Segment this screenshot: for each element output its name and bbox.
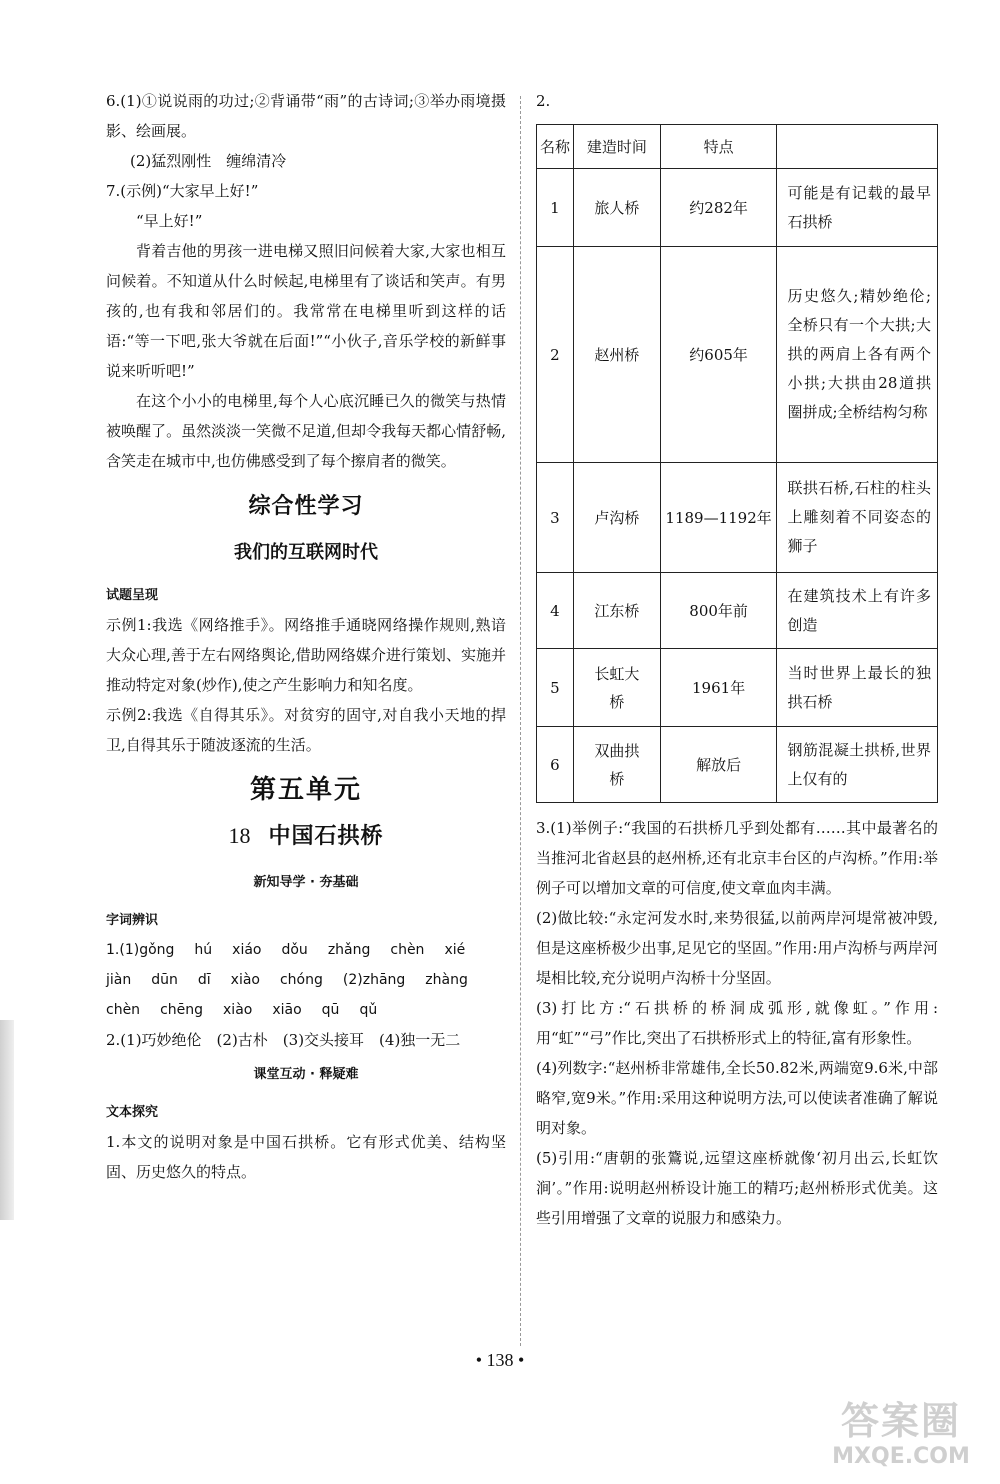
answer-7-reply: “早上好!” [136, 212, 203, 230]
answer-3-1: 3.(1)举例子:“我国的石拱桥几乎到处都有……其中最著名的当推河北省赵县的赵州桥,还有北京丰台区的卢沟桥。”作用:举例子可以增加文章的可信度,使文章血肉丰满。 [536, 819, 938, 897]
pinyin-item: zhǎng [327, 942, 371, 958]
pinyin-item: dǒu [281, 942, 308, 958]
table-row [537, 247, 938, 463]
header-blank [777, 125, 938, 169]
bridge-feature: 历史悠久;精妙绝伦;全桥只有一个大拱;大拱的两肩上各有两个小拱;大拱由28道拱圈拼成;全桥结构匀称 [777, 247, 938, 463]
pinyin-item: jiàn [106, 972, 132, 988]
bridge-name: 江东桥 [573, 573, 660, 649]
pinyin-item: xiào [230, 972, 260, 988]
pinyin-line-1 [106, 935, 506, 965]
bridge-name: 长虹大桥 [573, 649, 660, 727]
pinyin-item: xiào [223, 1002, 253, 1018]
table-header-row [537, 125, 938, 169]
lesson-title: 中国石拱桥 [268, 824, 384, 849]
pinyin-item: dī [197, 972, 211, 988]
label-text-exploration: 文本探究 [106, 1105, 159, 1120]
build-time: 约605年 [660, 247, 777, 463]
pinyin-item: xiáo [232, 942, 262, 958]
band-classroom: 课堂互动 · 释疑难 [253, 1067, 359, 1082]
answer-words-2: 2.(1)巧妙绝伦 (2)古朴 (3)交头接耳 (4)独一无二 [106, 1031, 461, 1049]
pinyin-item: (2)zhāng [342, 972, 406, 988]
label-test-presentation: 试题呈现 [106, 588, 159, 603]
lesson-heading [106, 818, 506, 855]
pinyin-item: chèn [390, 942, 425, 958]
bridge-feature: 当时世界上最长的独拱石桥 [777, 649, 938, 727]
pinyin-item: hú [194, 942, 213, 958]
answer-6-2: (2)猛烈刚性 缠绵清冷 [130, 152, 287, 170]
answer-3-3: (3)打比方:“石拱桥的桥洞成弧形,就像虹。”作用:用“虹”“弓”作比,突出了石拱桥形式上的特征,富有形象性。 [536, 999, 938, 1047]
example-2: 示例2:我选《自得其乐》。对贫穷的固守,对自我小天地的捍卫,自得其乐于随波逐流的生活。 [106, 706, 506, 754]
header-name: 名称 [537, 125, 574, 169]
example-1: 示例1:我选《网络推手》。网络推手通晓网络操作规则,熟谙大众心理,善于左右网络舆论,借助网络媒介进行策划、实施并推动特定对象(炒作),使之产生影响力和知名度。 [106, 616, 506, 694]
bridge-feature: 钢筋混凝土拱桥,世界上仅有的 [777, 727, 938, 803]
pinyin-item: qū [321, 1002, 340, 1018]
pinyin-item: qǔ [359, 1002, 378, 1018]
row-number: 1 [537, 169, 574, 247]
watermark-logo [816, 1398, 986, 1478]
table-row [537, 573, 938, 649]
pinyin-item: chèn [106, 1002, 141, 1018]
answer-3-5: (5)引用:“唐朝的张鷟说,远望这座桥就像‘初月出云,长虹饮涧’。”作用:说明赵州桥设计施工的精巧;赵州桥形式优美。这些引用增强了文章的说服力和感染力。 [536, 1149, 938, 1227]
answer-7-paragraph-2: 在这个小小的电梯里,每个人心底沉睡已久的微笑与热情被唤醒了。虽然淡淡一笑微不足道,但却令我每天都心情舒畅,含笑走在城市中,也仿佛感受到了每个擦肩者的微笑。 [106, 392, 506, 470]
bridge-name: 双曲拱桥 [573, 727, 660, 803]
lesson-number: 18 [228, 823, 251, 848]
row-number: 6 [537, 727, 574, 803]
header-time: 建造时间 [573, 125, 660, 169]
pinyin-item: dūn [151, 972, 178, 988]
row-number: 2 [537, 247, 574, 463]
unit-title: 第五单元 [249, 775, 362, 805]
pinyin-line-2 [106, 965, 506, 995]
answer-7-paragraph-1: 背着吉他的男孩一进电梯又照旧问候着大家,大家也相互问候着。不知道从什么时候起,电梯里有了谈话和笑声。有男孩的,也有我和邻居们的。我常常在电梯里听到这样的话语:“等一下吧,张大爷就在后面!”“小伙子,音乐学校的新鲜事说来听听吧!” [106, 242, 506, 380]
pinyin-item: 1.(1)gǒng [106, 942, 175, 958]
bridge-name: 旅人桥 [573, 169, 660, 247]
build-time: 1961年 [660, 649, 777, 727]
answer-3-2: (2)做比较:“永定河发水时,来势很猛,以前两岸河堤常被冲毁,但是这座桥极少出事,足见它的坚固。”作用:用卢沟桥与两岸河堤相比较,充分说明卢沟桥十分坚固。 [536, 909, 938, 987]
table-row [537, 649, 938, 727]
table-row [537, 169, 938, 247]
answer-7-head: 7.(示例)“大家早上好!” [106, 182, 259, 200]
label-word-recognition: 字词辨识 [106, 913, 159, 928]
build-time: 解放后 [660, 727, 777, 803]
pinyin-item: zhàng [425, 972, 468, 988]
watermark-text: 答案圈 [840, 1399, 961, 1443]
pinyin-item: chóng [279, 972, 323, 988]
bridge-name: 赵州桥 [573, 247, 660, 463]
table-row [537, 463, 938, 573]
column-divider [520, 96, 521, 1346]
book-spine-shadow [0, 1020, 14, 1220]
answer-text-1: 1.本文的说明对象是中国石拱桥。它有形式优美、结构坚固、历史悠久的特点。 [106, 1133, 506, 1181]
subsection-title: 我们的互联网时代 [234, 542, 378, 563]
pinyin-item: xiāo [272, 1002, 302, 1018]
bridge-table [536, 124, 938, 803]
build-time: 800年前 [660, 573, 777, 649]
pinyin-item: chēng [160, 1002, 204, 1018]
header-feature: 特点 [660, 125, 777, 169]
bridge-name: 卢沟桥 [573, 463, 660, 573]
bridge-feature: 在建筑技术上有许多创造 [777, 573, 938, 649]
section-title: 综合性学习 [248, 494, 364, 519]
answer-3-4: (4)列数字:“赵州桥非常雄伟,全长50.82米,两端宽9.6米,中部略窄,宽9米。”作用:采用这种说明方法,可以使读者准确了解说明对象。 [536, 1059, 938, 1137]
build-time: 约282年 [660, 169, 777, 247]
bridge-feature: 可能是有记载的最早石拱桥 [777, 169, 938, 247]
row-number: 5 [537, 649, 574, 727]
row-number: 3 [537, 463, 574, 573]
right-column [536, 86, 938, 1233]
watermark-url: MXQE.COM [832, 1444, 970, 1469]
answer-2-label: 2. [536, 92, 551, 110]
band-new-knowledge: 新知导学 · 夯基础 [253, 875, 359, 890]
build-time: 1189—1192年 [660, 463, 777, 573]
table-row [537, 727, 938, 803]
left-column [106, 86, 506, 1187]
pinyin-line-3 [106, 995, 506, 1025]
page-number: • 138 • [475, 1350, 525, 1370]
bridge-feature: 联拱石桥,石柱的柱头上雕刻着不同姿态的狮子 [777, 463, 938, 573]
answer-6-1: 6.(1)①说说雨的功过;②背诵带“雨”的古诗词;③举办雨境摄影、绘画展。 [106, 92, 506, 140]
row-number: 4 [537, 573, 574, 649]
pinyin-item: xié [444, 942, 466, 958]
